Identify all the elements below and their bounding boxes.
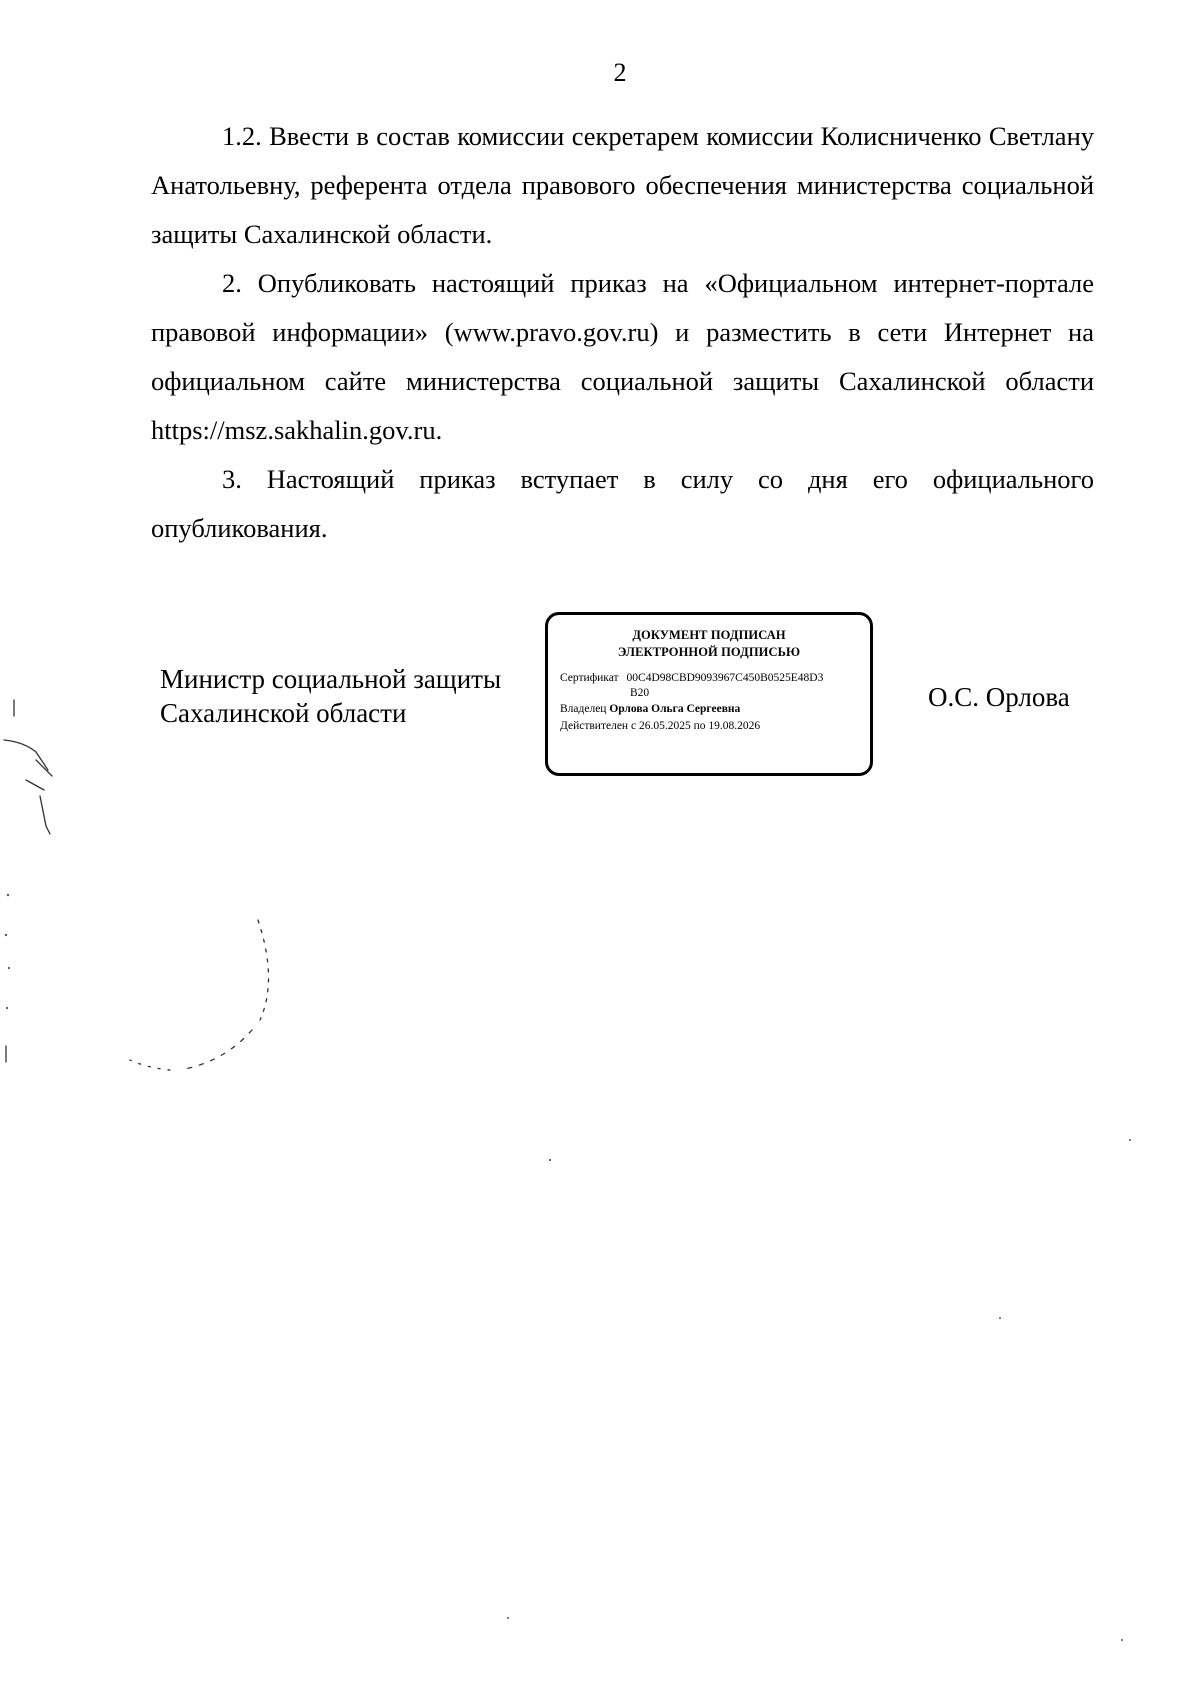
stamp-certificate (560, 671, 858, 701)
signatory-title-line-1: Министр социальной защиты (160, 664, 502, 694)
signatory-name: О.С. Орлова (928, 682, 1070, 712)
stamp-heading-line-1: ДОКУМЕНТ ПОДПИСАН (632, 628, 786, 642)
stamp-heading-line-2: ЭЛЕКТРОННОЙ ПОДПИСЬЮ (617, 645, 801, 659)
signatory-title (160, 662, 501, 730)
stamp-validity: Действителен с 26.05.2025 по 19.08.2026 (560, 720, 761, 732)
stamp-certificate-value: 00C4D98CBD9093967C450B0525E48D3 (626, 672, 824, 684)
signatory-title-line-2: Сахалинской области (160, 698, 407, 728)
paragraph-1-2: 1.2. Ввести в состав комиссии секретарем комиссии Колисниченко Светлану Анатольевну, референта отдела правового обеспечения министерства социальной защиты Сахалинской области. (151, 121, 1094, 249)
paragraph-3: 3. Настоящий приказ вступает в силу со дня его официального опубликования. (151, 464, 1094, 543)
stamp-owner-label: Владелец (560, 703, 607, 715)
stamp-owner (560, 701, 858, 718)
page-number: 2 (613, 58, 627, 87)
stamp-certificate-label: Сертификат (560, 672, 619, 684)
stamp-owner-value: Орлова Ольга Сергеевна (609, 703, 741, 715)
paragraph-2: 2. Опубликовать настоящий приказ на «Официальном интернет-портале правовой информации» (www.pravo.gov.ru) и разместить в сети Интернет на официальном сайте министерства социальной защиты Сахалинской области https://msz.sakhalin.gov.ru. (151, 268, 1094, 445)
electronic-signature-stamp (545, 612, 873, 776)
document-body (151, 112, 1094, 553)
stamp-certificate-value-tail: B20 (630, 687, 650, 699)
